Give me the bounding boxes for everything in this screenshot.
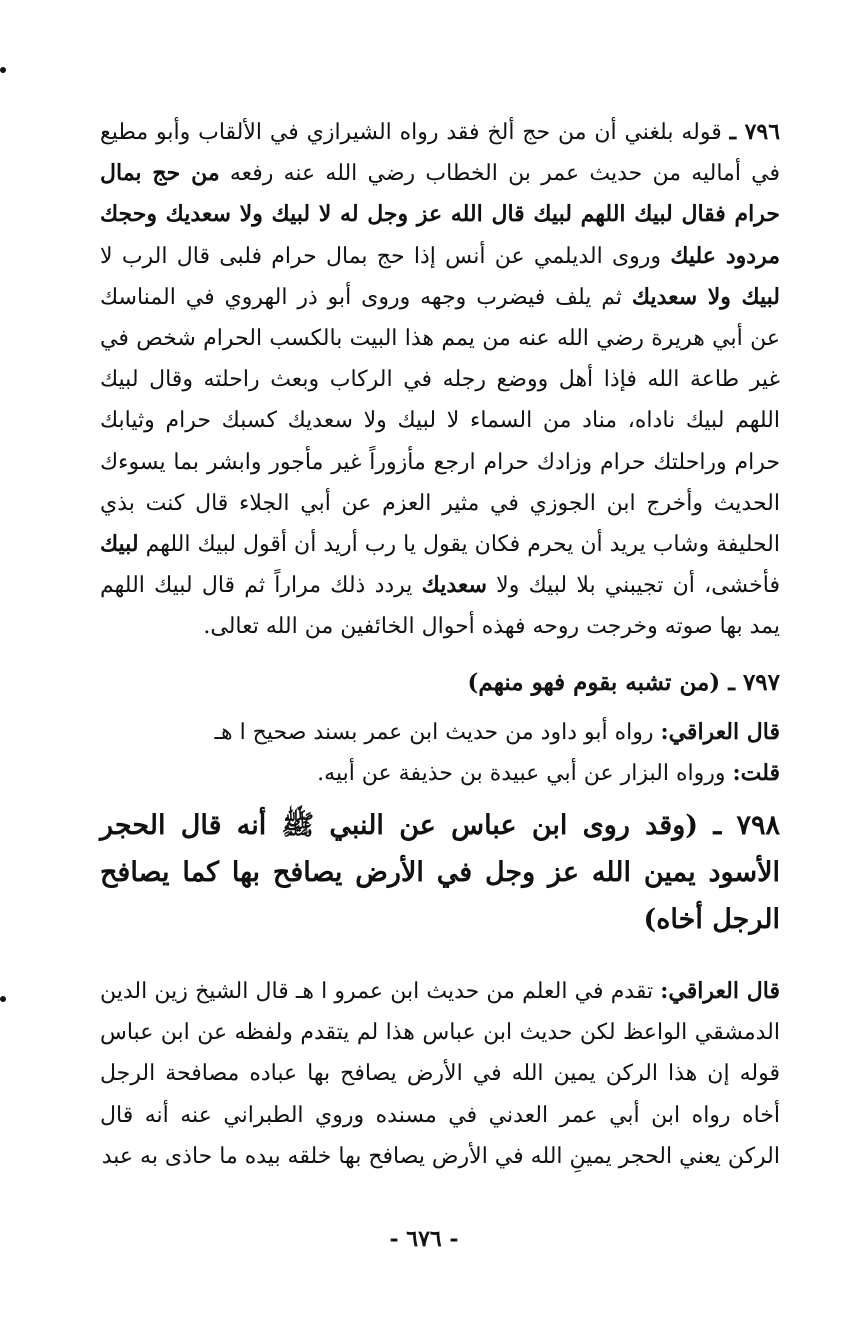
- scan-mark: [0, 996, 6, 1002]
- hadith-title: (من تشبه بقوم فهو منهم): [467, 668, 721, 696]
- entry-number: ٧٩٧ ـ: [728, 668, 780, 696]
- bold-text: سعديك: [421, 572, 487, 599]
- body-text: فأخشى، أن تجيبني بلا لبيك ولا: [486, 573, 780, 599]
- body-text: ثم يلف فيضرب وجهه وروى أبو ذر الهروي في المناسك عن أبي هريرة رضي الله عنه من يمم هذا البيت بالكسب الحرام شخص في غير طاعة الله فإذا أهل ووضع رجله في الركاب وبعث راحلته وقال لبيك اللهم لبيك ناداه، مناد من السماء لا لبيك ولا سعديك كسبك حرام وثيابك حرام وراحلتك حرام وزادك حرام ارجع مأزوراً غير مأجور وابشر بما يسوءك الحديث وأخرج ابن الجوزي في مثير العزم عن أبي الجلاء قال كنت بذي الحليفة وشاب يريد أن يحرم فكان يقول يا رب أريد أن أقول لبيك اللهم: [100, 284, 780, 558]
- body-text: وروى الديلمي عن أنس إذا حج بمال حرام فلبى قال الرب لا: [100, 243, 671, 269]
- qultu-comment: [100, 753, 780, 794]
- comment-label: قلت:: [732, 759, 780, 786]
- page-number: - ٦٧٦ -: [389, 1226, 459, 1252]
- comment-label: قال العراقي:: [660, 978, 780, 1005]
- entry-number: ٧٩٦ ـ: [729, 119, 781, 145]
- body-text: يردد ذلك مراراً ثم قال لبيك اللهم يمد بها صوته وخرجت روحه فهذه أحوال الخائفين من الله تعالى.: [100, 573, 780, 640]
- comment-text: تقدم في العلم من حديث ابن عمرو ا هـ قال الشيخ زين الدين الدمشقي الواعظ لكن حديث ابن عباس هذا لم يتقدم ولفظه عن ابن عباس قوله إن هذا الركن يمين الله في الأرض يصافح بها عباده مصافحة الرجل أخاه رواه ابن أبي عمر العدني في مسنده وروي الطبراني عنه أنه قال الركن يعني الحجر يمينِ الله في الأرض يصافح بها خلقه بيده ما حاذى به عبد: [100, 979, 780, 1169]
- entry-798-heading: [100, 802, 780, 943]
- bold-text: لبيك ولا سعديك: [631, 283, 780, 310]
- entry-number: ٧٩٨ ـ: [713, 810, 781, 842]
- hadith-title: (وقد روى ابن عباس عن النبي ﷺ أنه قال الحجر الأسود يمين الله عز وجل في الأرض يصافح بها كما يصافح الرجل أخاه): [100, 810, 780, 936]
- bold-text: من حج بمال حرام فقال لبيك اللهم لبيك قال الله عز وجل له لا لبيك ولا سعديك وحجك مردود عليك: [100, 160, 780, 269]
- comment-text: رواه أبو داود من حديث ابن عمر بسند صحيح ا هـ: [214, 719, 661, 745]
- entry-797-heading: [100, 662, 780, 704]
- entry-796: [100, 112, 780, 648]
- bold-text: لبيك: [100, 531, 139, 558]
- comment-text: ورواه البزار عن أبي عبيدة بن حذيفة عن أبيه.: [317, 760, 733, 786]
- page-body: [100, 112, 780, 1177]
- body-text: قوله بلغني أن من حج ألخ فقد رواه الشيرازي في الألقاب وأبو مطيع في أماليه من حديث عمر بن الخطاب رضي الله عنه رفعه: [100, 120, 780, 187]
- comment-label: قال العراقي:: [660, 718, 780, 745]
- scan-mark: [0, 67, 6, 73]
- iraqi-comment-798: [100, 971, 780, 1177]
- iraqi-comment: [100, 712, 780, 753]
